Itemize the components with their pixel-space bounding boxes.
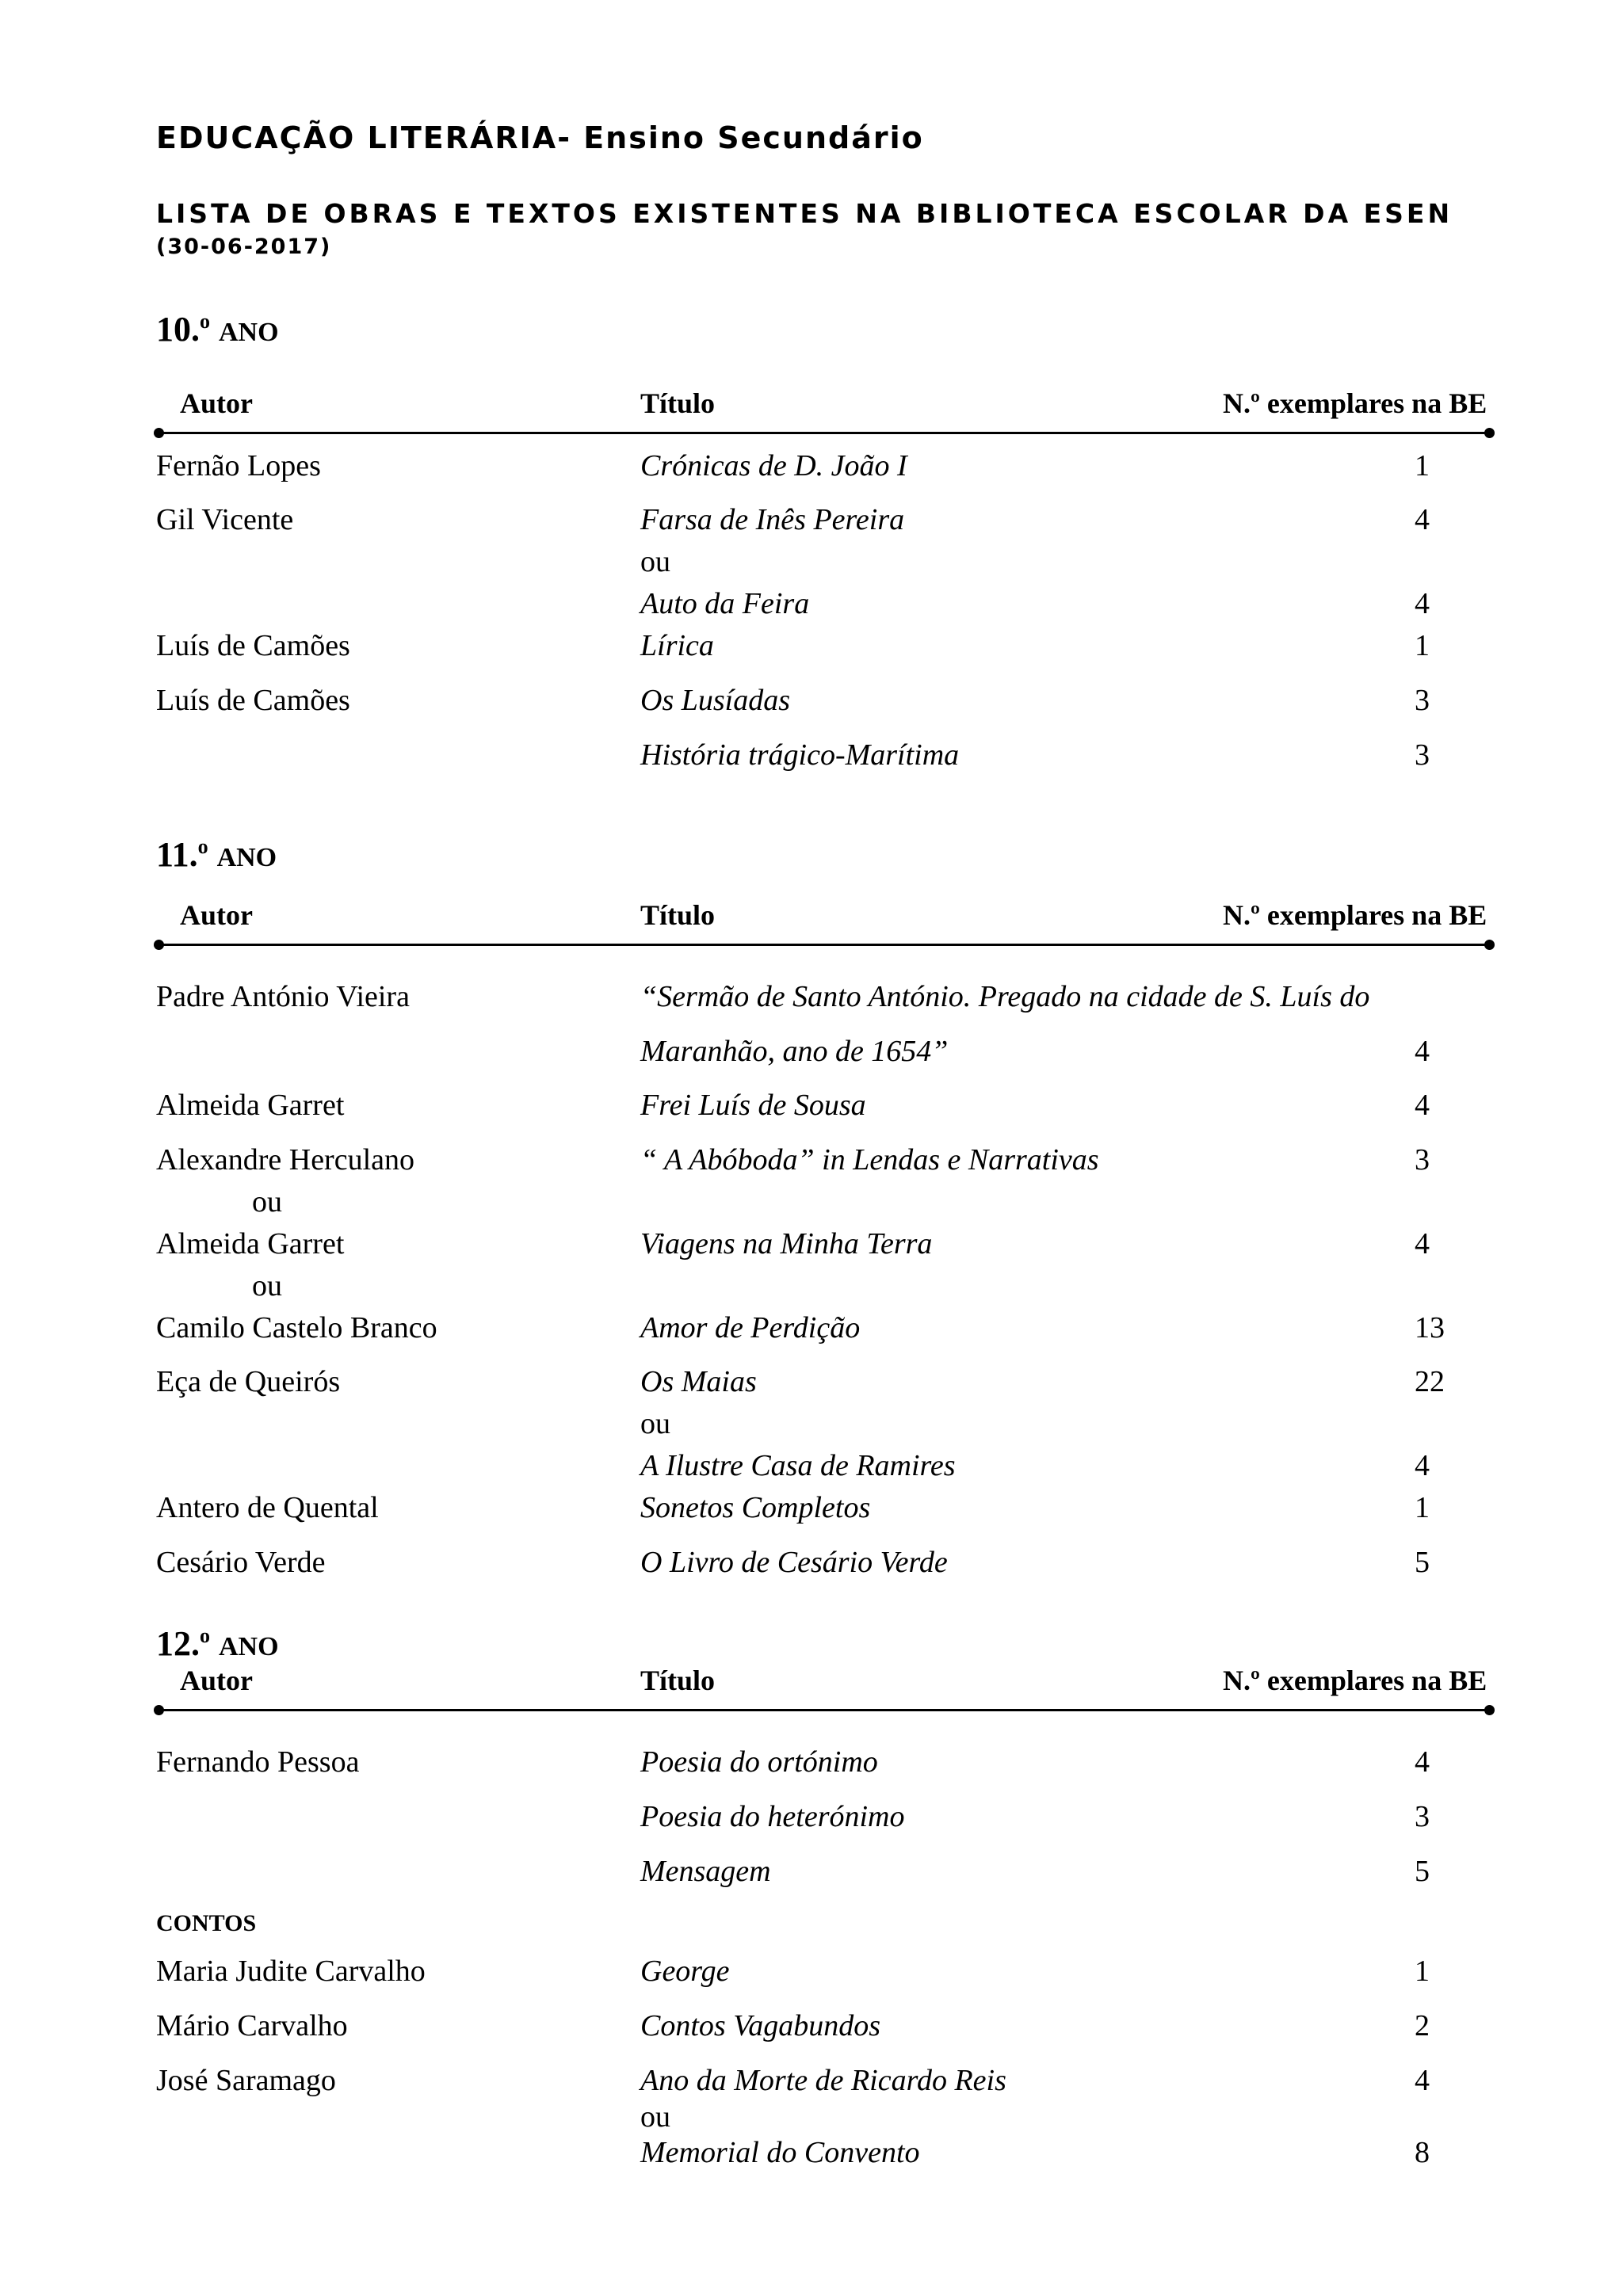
count-cell: 8 [1415, 2136, 1430, 2169]
header-rule [158, 432, 1490, 434]
column-header-title: Título [640, 1665, 716, 1696]
title-cell: Frei Luís de Sousa [640, 1089, 866, 1122]
author-cell: Mário Carvalho [156, 2009, 348, 2042]
title-cell: Maranhão, ano de 1654” [640, 1035, 949, 1068]
title-cell: Amor de Perdição [640, 1311, 861, 1344]
count-cell: 3 [1415, 1800, 1430, 1833]
title-cell: Poesia do heterónimo [640, 1800, 905, 1833]
or-separator: ou [252, 1185, 282, 1219]
count-cell: 3 [1415, 738, 1430, 772]
count-cell: 4 [1415, 1745, 1430, 1779]
count-cell: 5 [1415, 1546, 1430, 1579]
author-cell: Padre António Vieira [156, 980, 410, 1013]
or-separator: ou [640, 545, 670, 578]
column-header-count: N.º exemplares na BE [1223, 899, 1487, 931]
title-cell: Contos Vagabundos [640, 2009, 880, 2042]
author-cell: Gil Vicente [156, 503, 294, 536]
count-cell: 1 [1415, 629, 1430, 662]
document-title: EDUCAÇÃO LITERÁRIA- Ensino Secundário [156, 120, 924, 155]
title-cell: Viagens na Minha Terra [640, 1227, 933, 1261]
subsection-heading-contos: CONTOS [156, 1910, 257, 1936]
count-cell: 1 [1415, 1955, 1430, 1988]
author-cell: Almeida Garret [156, 1089, 345, 1122]
count-cell: 13 [1415, 1311, 1445, 1344]
title-cell: “ A Abóboda” in Lendas e Narrativas [640, 1143, 1099, 1177]
column-header-author: Autor [180, 1665, 253, 1696]
author-cell: Alexandre Herculano [156, 1143, 415, 1177]
title-cell: Farsa de Inês Pereira [640, 503, 905, 536]
author-cell: Fernando Pessoa [156, 1745, 360, 1779]
column-header-title: Título [640, 387, 716, 419]
count-cell: 3 [1415, 1143, 1430, 1177]
title-cell: Mensagem [640, 1855, 771, 1888]
header-rule [158, 944, 1490, 946]
header-rule [158, 1709, 1490, 1711]
title-cell: Sonetos Completos [640, 1491, 871, 1524]
document-date: (30-06-2017) [156, 235, 332, 259]
document-subtitle: LISTA DE OBRAS E TEXTOS EXISTENTES NA BIBLIOTECA ESCOLAR DA ESEN [156, 198, 1453, 229]
count-cell: 4 [1415, 1089, 1430, 1122]
author-cell: José Saramago [156, 2064, 336, 2097]
author-cell: Eça de Queirós [156, 1365, 341, 1398]
title-cell: Ano da Morte de Ricardo Reis [640, 2064, 1006, 2097]
count-cell: 1 [1415, 1491, 1430, 1524]
count-cell: 4 [1415, 1227, 1430, 1261]
author-cell: Luís de Camões [156, 629, 350, 662]
author-cell: Cesário Verde [156, 1546, 326, 1579]
title-cell: George [640, 1955, 730, 1988]
or-separator: ou [252, 1269, 282, 1302]
title-cell: Os Maias [640, 1365, 757, 1398]
section-heading-12: 12.$^o$ ANO [156, 1624, 279, 1663]
count-cell: 4 [1415, 2064, 1430, 2097]
section-heading-11: 11.$^o$ ANO [156, 835, 277, 874]
title-cell: O Livro de Cesário Verde [640, 1546, 948, 1579]
author-cell: Antero de Quental [156, 1491, 379, 1524]
or-separator: ou [640, 1407, 670, 1440]
or-separator: ou [640, 2100, 670, 2134]
title-cell: Poesia do ortónimo [640, 1745, 878, 1779]
author-cell: Luís de Camões [156, 684, 350, 717]
column-header-author: Autor [180, 387, 253, 419]
count-cell: 4 [1415, 1035, 1430, 1068]
column-header-count: N.º exemplares na BE [1223, 1665, 1487, 1696]
title-cell: Auto da Feira [640, 587, 810, 620]
author-cell: Camilo Castelo Branco [156, 1311, 437, 1344]
section-heading-10: 10.$^o$ ANO [156, 310, 279, 349]
count-cell: 4 [1415, 1449, 1430, 1482]
count-cell: 1 [1415, 449, 1430, 482]
title-cell: “Sermão de Santo António. Pregado na cidade de S. Luís do [640, 980, 1370, 1013]
count-cell: 5 [1415, 1855, 1430, 1888]
count-cell: 22 [1415, 1365, 1445, 1398]
title-cell: A Ilustre Casa de Ramires [640, 1449, 956, 1482]
count-cell: 4 [1415, 587, 1430, 620]
author-cell: Maria Judite Carvalho [156, 1955, 426, 1988]
title-cell: Os Lusíadas [640, 684, 790, 717]
column-header-title: Título [640, 899, 716, 931]
count-cell: 4 [1415, 503, 1430, 536]
title-cell: Lírica [640, 629, 714, 662]
title-cell: História trágico-Marítima [640, 738, 960, 772]
column-header-author: Autor [180, 899, 253, 931]
count-cell: 2 [1415, 2009, 1430, 2042]
author-cell: Almeida Garret [156, 1227, 345, 1261]
column-header-count: N.º exemplares na BE [1223, 387, 1487, 419]
count-cell: 3 [1415, 684, 1430, 717]
title-cell: Memorial do Convento [640, 2136, 920, 2169]
author-cell: Fernão Lopes [156, 449, 321, 482]
title-cell: Crónicas de D. João I [640, 449, 907, 482]
